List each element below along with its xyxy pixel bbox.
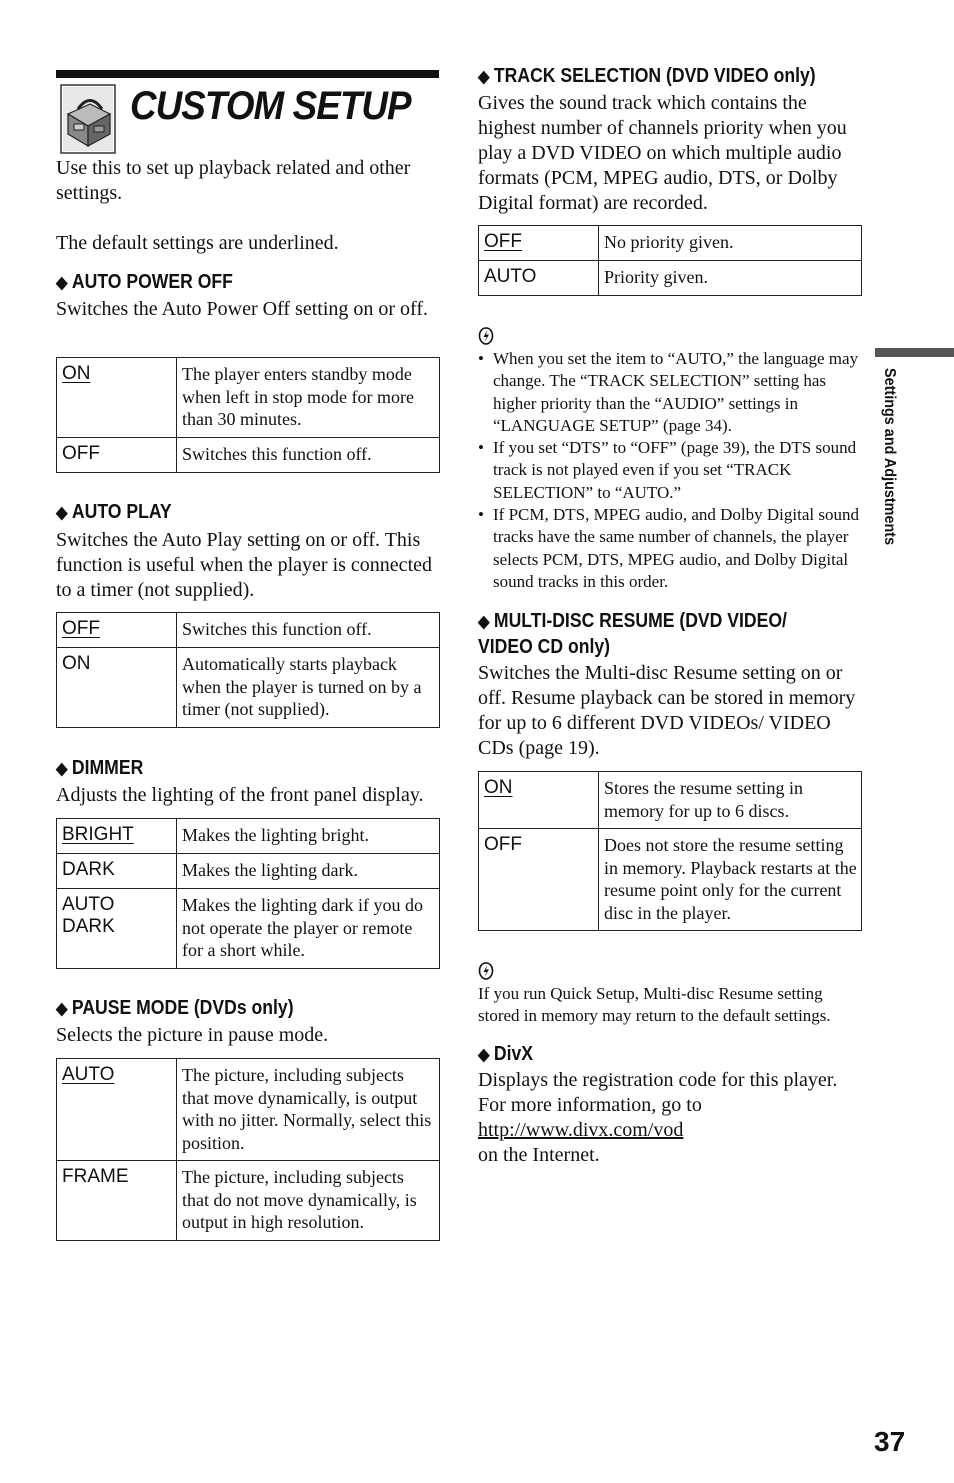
option-desc: Does not store the resume setting in memory. Playback restarts at the resume point only for the current disc in the player. [599,829,862,931]
table-row [57,1059,440,1161]
table-row [57,358,440,438]
table-row [479,261,862,296]
intro-text: Use this to set up playback related and other settings. [56,157,411,204]
track-selection-desc: Gives the sound track which contains the highest number of channels priority when you play a DVD VIDEO on which multiple audio formats (PCM, MPEG audio, DTS, or Dolby Digital format) are recorded. [478,92,847,214]
option-key: FRAME [57,1161,177,1241]
option-desc: No priority given. [599,226,862,261]
dimmer-table [56,818,440,969]
option-key: OFF [57,438,177,473]
page-title: CUSTOM SETUP [130,84,411,128]
option-key: ON [57,648,177,728]
hint-icon [478,962,494,980]
option-key: AUTO [479,261,599,296]
table-row [57,1161,440,1241]
table-row [57,889,440,969]
option-desc: Makes the lighting bright. [177,819,440,854]
heading-dimmer: ◆ DIMMER [56,757,144,779]
option-desc: Switches this function off. [177,438,440,473]
option-desc: The picture, including subjects that move dynamically, is output with no jitter. Normally, select this position. [177,1059,440,1161]
option-key: DARK [57,854,177,889]
table-row [479,772,862,829]
option-key: ON [57,358,177,438]
option-desc: Priority given. [599,261,862,296]
option-key: BRIGHT [57,819,177,854]
hint-icon [478,327,494,345]
option-key: AUTO [57,1059,177,1161]
track-selection-table [478,225,862,296]
auto-power-off-desc: Switches the Auto Power Off setting on or off. [56,298,429,320]
table-row [57,819,440,854]
pause-mode-table [56,1058,440,1241]
option-desc: Switches this function off. [177,613,440,648]
multi-disc-resume-desc: Switches the Multi-disc Resume setting on or off. Resume playback can be stored in memory for up to 6 different DVD VIDEOs/ VIDEO CDs (page 19). [478,662,856,759]
heading-multi-disc-resume-line2: VIDEO CD only) [478,636,611,658]
option-key: OFF [57,613,177,648]
pause-mode-desc: Selects the picture in pause mode. [56,1024,329,1046]
list-item: • When you set the item to “AUTO,” the language may change. The “TRACK SELECTION” setting has higher priority than the “AUDIO” settings in “LANGUAGE SETUP” (page 34). [478,348,862,437]
title-rule [56,70,439,78]
dimmer-desc: Adjusts the lighting of the front panel display. [56,784,424,806]
table-row [57,438,440,473]
heading-auto-power-off: ◆ AUTO POWER OFF [56,271,233,293]
table-row [479,226,862,261]
table-row [57,613,440,648]
list-item: • If you set “DTS” to “OFF” (page 39), the DTS sound track is not played even if you set “TRACK SELECTION” to “AUTO.” [478,437,862,504]
diamond-icon: ◆ [478,1045,490,1064]
diamond-icon: ◆ [56,999,68,1018]
table-row [479,829,862,931]
option-key: OFF [479,226,599,261]
divx-line3: on the Internet. [478,1144,600,1166]
option-desc: Makes the lighting dark if you do not operate the player or remote for a short while. [177,889,440,969]
heading-track-selection: ◆ TRACK SELECTION (DVD VIDEO only) [478,65,816,87]
track-selection-notes [478,348,862,593]
list-item: • If PCM, DTS, MPEG audio, and Dolby Digital sound tracks have the same number of channels, the player selects PCM, DTS, MPEG audio, and Dolby Digital sound tracks in this order. [478,504,862,593]
default-note: The default settings are underlined. [56,232,339,254]
heading-divx: ◆ DivX [478,1043,534,1065]
heading-pause-mode: ◆ PAUSE MODE (DVDs only) [56,997,294,1019]
auto-play-table [56,612,440,728]
table-row [57,854,440,889]
option-desc: Makes the lighting dark. [177,854,440,889]
page-number: 37 [874,1426,906,1457]
option-desc: The picture, including subjects that do not move dynamically, is output in high resolution. [177,1161,440,1241]
option-key: OFF [479,829,599,931]
option-key: ON [479,772,599,829]
heading-auto-play: ◆ AUTO PLAY [56,501,172,523]
diamond-icon: ◆ [478,67,490,86]
toolbox-icon [60,84,116,154]
diamond-icon: ◆ [478,612,490,631]
option-desc: The player enters standby mode when left in stop mode for more than 30 minutes. [177,358,440,438]
option-key: AUTO DARK [57,889,177,969]
section-tab-bar [875,348,954,357]
auto-play-desc: Switches the Auto Play setting on or off. This function is useful when the player is connected to a timer (not supplied). [56,529,432,601]
option-desc: Automatically starts playback when the player is turned on by a timer (not supplied). [177,648,440,728]
heading-multi-disc-resume: ◆ MULTI-DISC RESUME (DVD VIDEO/ [478,610,787,632]
section-label: Settings and Adjustments [881,368,898,546]
auto-power-off-table [56,357,440,473]
diamond-icon: ◆ [56,759,68,778]
diamond-icon: ◆ [56,273,68,292]
multi-disc-resume-table [478,771,862,931]
option-desc: Stores the resume setting in memory for up to 6 discs. [599,772,862,829]
divx-link[interactable]: http://www.divx.com/vod [478,1119,684,1141]
multi-disc-resume-note: If you run Quick Setup, Multi-disc Resume setting stored in memory may return to the default settings. [478,984,831,1025]
divx-line2: For more information, go to [478,1094,702,1116]
diamond-icon: ◆ [56,503,68,522]
divx-line1: Displays the registration code for this player. [478,1069,838,1091]
table-row [57,648,440,728]
